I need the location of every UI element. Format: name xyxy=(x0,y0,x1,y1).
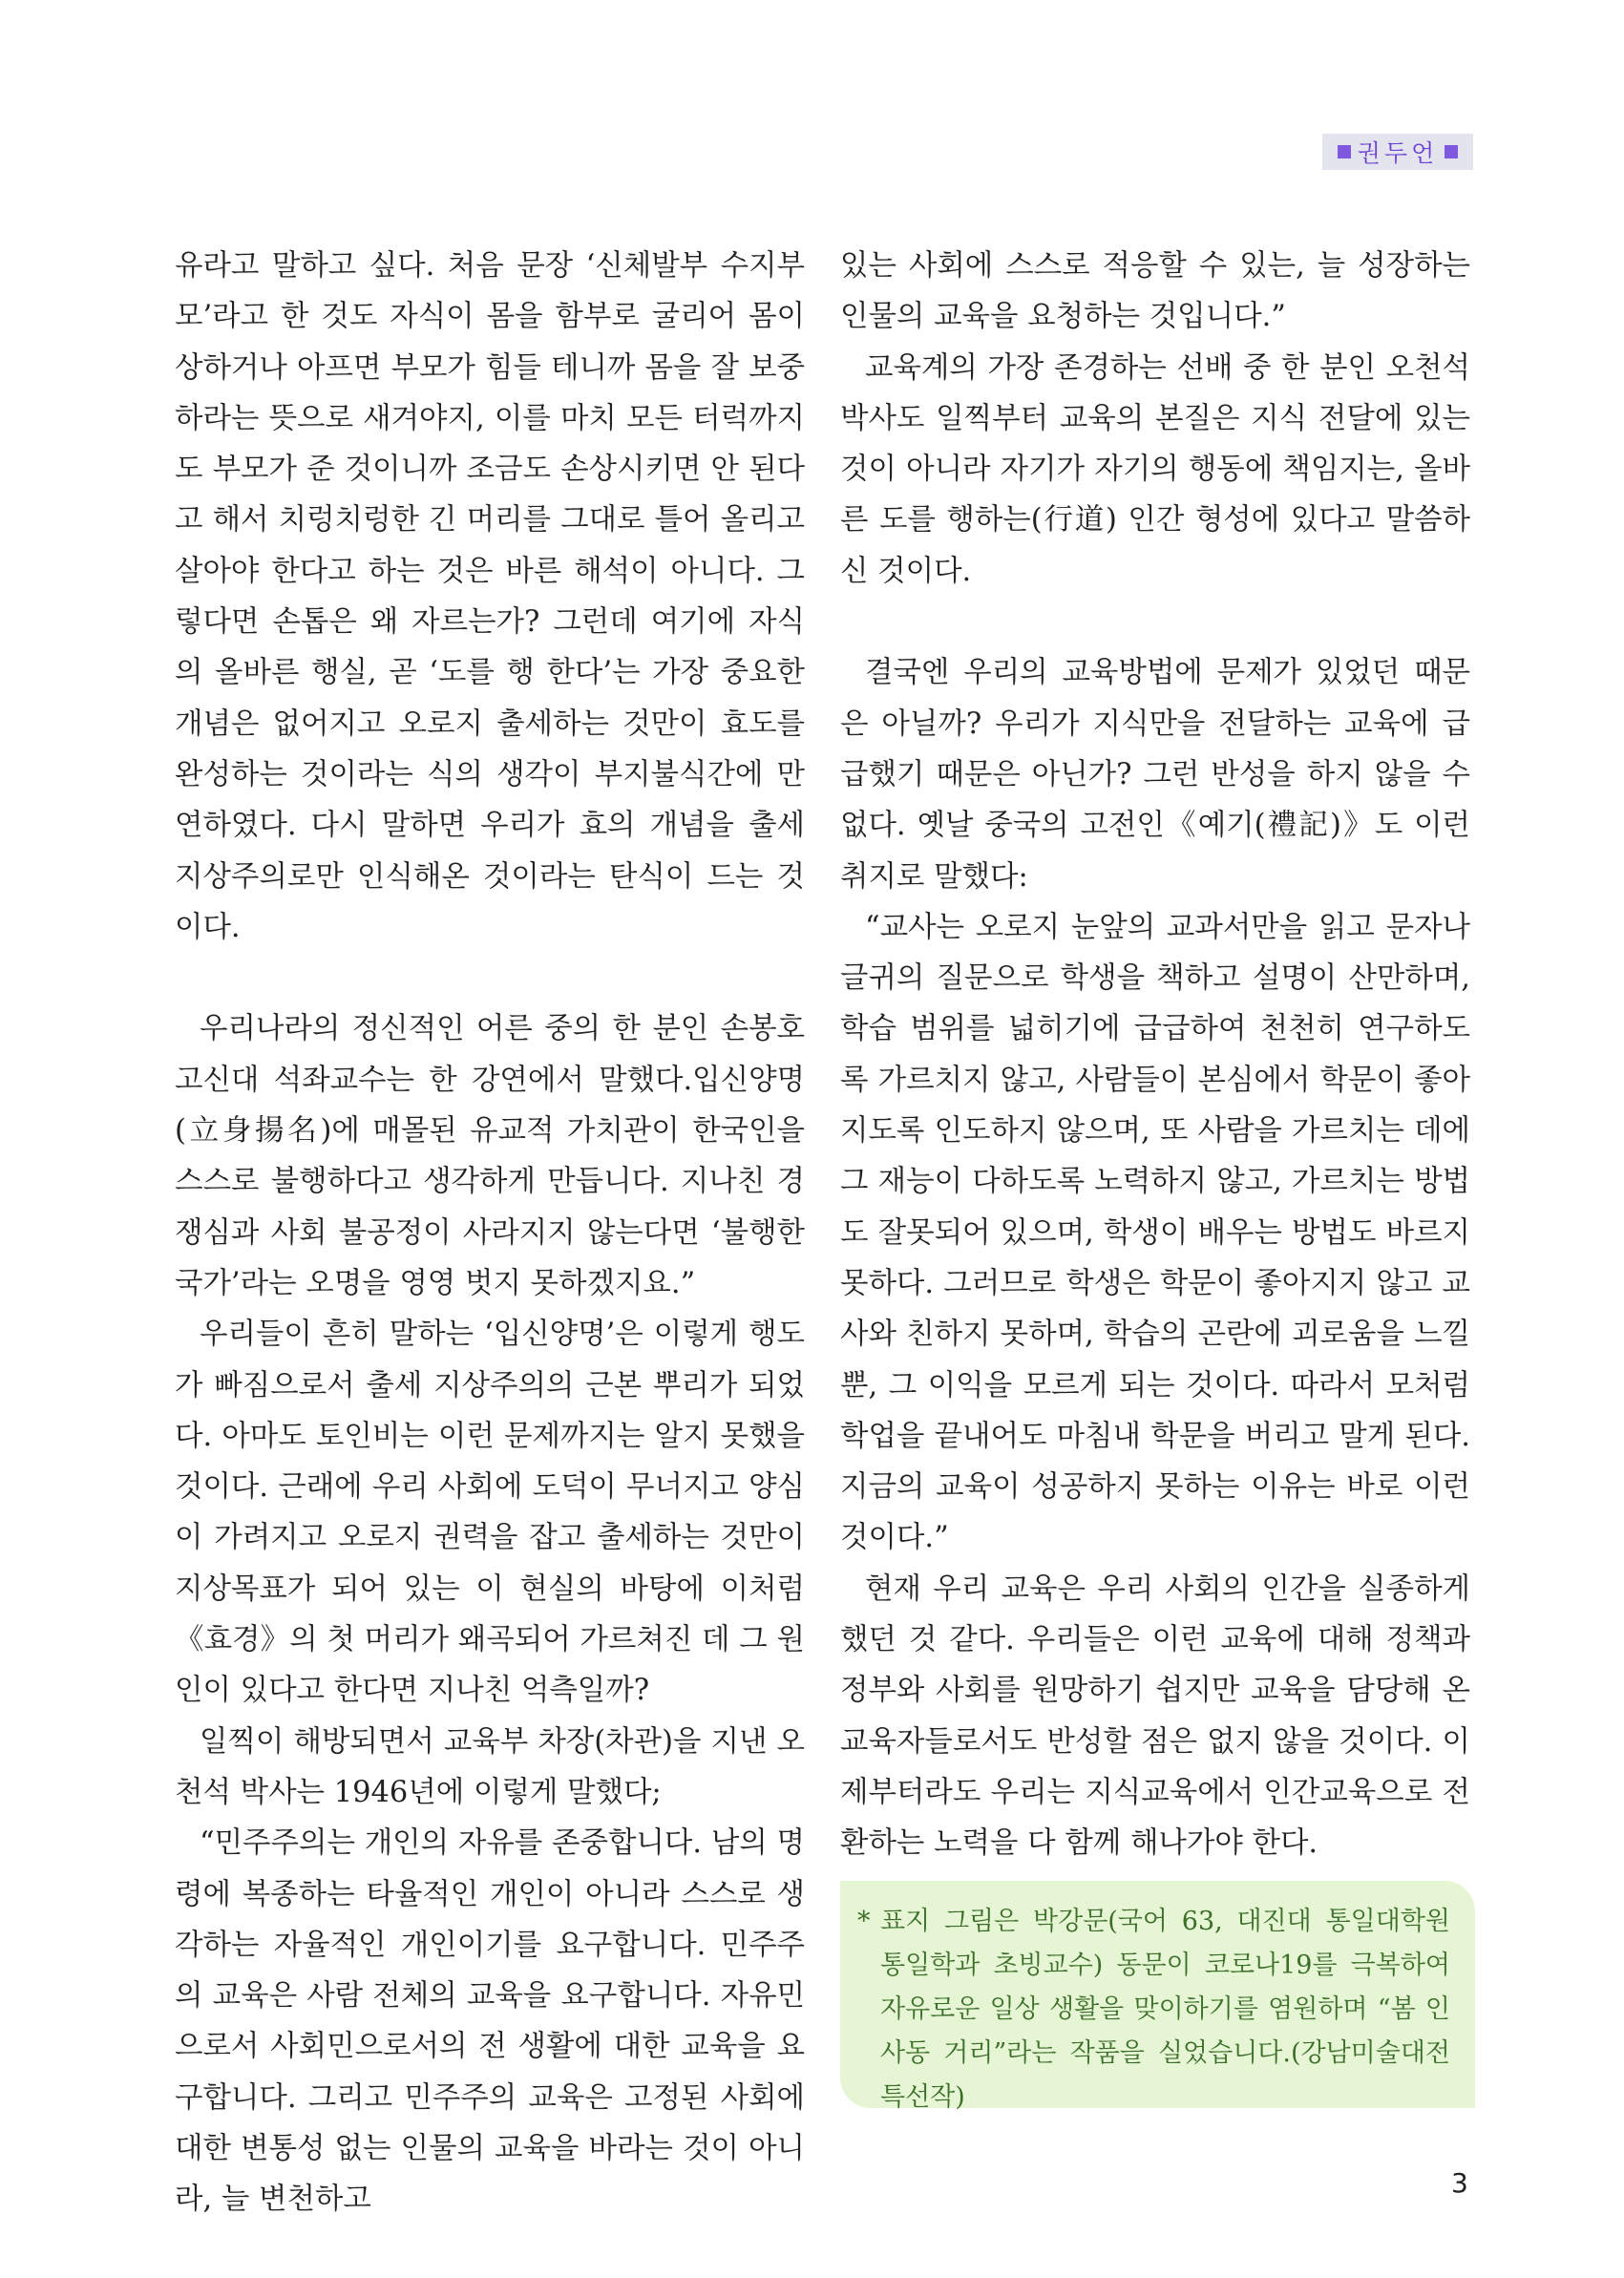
left-column xyxy=(175,241,805,2225)
square-icon xyxy=(1338,145,1351,158)
paragraph: 현재 우리 교육은 우리 사회의 인간을 실종하게 했던 것 같다. 우리들은 이런 교육에 대해 정책과 정부와 사회를 원망하기 쉽지만 교육을 담당해 온 교육자들로서도 반성할 점은 없지 않을 것이다. 이제부터라도 우리는 지식교육에서 인간교육으로 전환하는 노력을 다 함께 해나가야 한다. xyxy=(840,1571,1470,1861)
paragraph: 우리들이 흔히 말하는 ‘입신양명’은 이렇게 행도가 빠짐으로서 출세 지상주의의 근본 뿌리가 되었다. 아마도 토인비는 이런 문제까지는 알지 못했을 것이다. 근래에 우리 사회에 도덕이 무너지고 양심이 가려지고 오로지 권력을 잡고 출세하는 것만이 지상목표가 되어 있는 이 현실의 바탕에 이처럼《효경》의 첫 머리가 왜곡되어 가르쳐진 데 그 원인이 있다고 한다면 지나친 억측일까? xyxy=(175,1318,805,1708)
paragraph: 유라고 말하고 싶다. 처음 문장 ‘신체발부 수지부모’라고 한 것도 자식이 몸을 함부로 굴리어 몸이 상하거나 아프면 부모가 힘들 테니까 몸을 잘 보중하라는 뜻으로 새겨야지, 이를 마치 모든 터럭까지도 부모가 준 것이니까 조금도 손상시키면 안 된다고 해서 치렁치렁한 긴 머리를 그대로 틀어 올리고 살아야 한다고 하는 것은 바른 해석이 아니다. 그렇다면 손톱은 왜 자르는가? 그런데 여기에 자식의 올바른 행실, 곧 ‘도를 행 한다’는 가장 중요한 개념은 없어지고 오로지 출세하는 것만이 효도를 완성하는 것이라는 식의 생각이 부지불식간에 만연하였다. 다시 말하면 우리가 효의 개념을 출세 지상주의로만 인식해온 것이라는 탄식이 드는 것이다. xyxy=(175,249,805,944)
paragraph: 일찍이 해방되면서 교육부 차장(차관)을 지낸 오천석 박사는 1946년에 이렇게 말했다; xyxy=(175,1724,805,1809)
square-icon xyxy=(1445,145,1458,158)
cover-note xyxy=(840,1881,1475,2112)
paragraph: “교사는 오로지 눈앞의 교과서만을 읽고 문자나 글귀의 질문으로 학생을 책하고 설명이 산만하며, 학습 범위를 넓히기에 급급하여 천천히 연구하도록 가르치지 않고, 사람들이 본심에서 학문이 좋아지도록 인도하지 않으며, 또 사람을 가르치는 데에 그 재능이 다하도록 노력하지 않고, 가르치는 방법도 잘못되어 있으며, 학생이 배우는 방법도 바르지 못하다. 그러므로 학생은 학문이 좋아지지 않고 교사와 친하지 못하며, 학습의 곤란에 괴로움을 느낄 뿐, 그 이익을 모르게 되는 것이다. 따라서 모처럼 학업을 끝내어도 마침내 학문을 버리고 말게 된다. 지금의 교육이 성공하지 못하는 이유는 바로 이런 것이다.” xyxy=(840,910,1470,1555)
asterisk-icon: * xyxy=(857,1907,871,1936)
paragraph: “민주주의는 개인의 자유를 존중합니다. 남의 명령에 복종하는 타율적인 개인이 아니라 스스로 생각하는 자율적인 개인이기를 요구합니다. 민주주의 교육은 사람 전체의 교육을 요구합니다. 자유민으로서 사회민으로서의 전 생활에 대한 교육을 요구합니다. 그리고 민주주의 교육은 고정된 사회에 대한 변통성 없는 인물의 교육을 바라는 것이 아니라, 늘 변천하고 xyxy=(175,1826,805,2217)
right-column xyxy=(840,241,1470,1869)
author-tag xyxy=(1322,134,1473,170)
page-number: 3 xyxy=(1451,2167,1468,2199)
paragraph: 교육계의 가장 존경하는 선배 중 한 분인 오천석 박사도 일찍부터 교육의 본질은 지식 전달에 있는 것이 아니라 자기가 자기의 행동에 책임지는, 올바른 도를 행하는(行道) 인간 형성에 있다고 말씀하신 것이다. xyxy=(840,350,1470,588)
author-name: 권두언 xyxy=(1357,139,1439,167)
paragraph: 우리나라의 정신적인 어른 중의 한 분인 손봉호 고신대 석좌교수는 한 강연에서 말했다.입신양명(立身揚名)에 매몰된 유교적 가치관이 한국인을 스스로 불행하다고 생각하게 만듭니다. 지나친 경쟁심과 사회 불공정이 사라지지 않는다면 ‘불행한 국가’라는 오명을 영영 벗지 못하겠지요.” xyxy=(175,1012,805,1300)
paragraph: 결국엔 우리의 교육방법에 문제가 있었던 때문은 아닐까? 우리가 지식만을 전달하는 교육에 급급했기 때문은 아닌가? 그런 반성을 하지 않을 수 없다. 옛날 중국의 고전인《예기(禮記)》도 이런 취지로 말했다: xyxy=(840,656,1470,894)
paragraph: 있는 사회에 스스로 적응할 수 있는, 늘 성장하는 인물의 교육을 요청하는 것입니다.” xyxy=(840,249,1470,334)
cover-note-text: 표지 그림은 박강문(국어 63, 대진대 통일대학원 통일학과 초빙교수) 동문이 코로나19를 극복하여 자유로운 일상 생활을 맞이하기를 염원하며 “봄 인사동 거리”라는 작품을 실었습니다.(강남미술대전 특선작) xyxy=(880,1907,1450,2112)
